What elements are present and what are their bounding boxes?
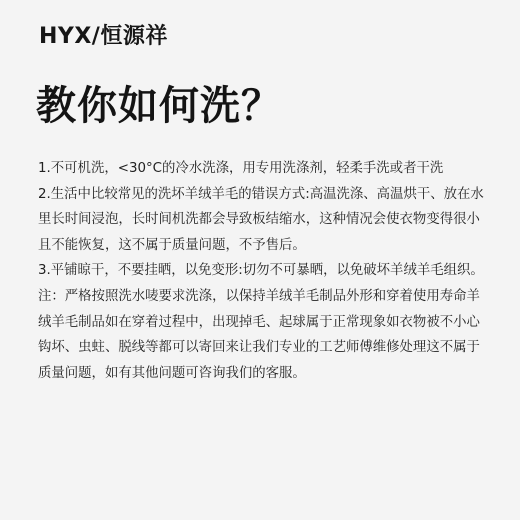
instruction-paragraph-3: 3.平铺晾干，不要挂晒，以免变形:切勿不可暴晒，以免破坏羊绒羊毛组织。 (38, 263, 484, 279)
page-title: 教你如何洗？ (36, 83, 282, 129)
instruction-paragraph-2: 2.生活中比较常见的洗坏羊绒羊毛的错误方式:高温洗涤、高温烘干、放在水里长时间浸泡，长时间机洗都会导致板结缩水，这种情况会使衣物变得很小且不能恢复，这不属于质量问题，不予售后。 (38, 186, 484, 253)
instruction-note: 注：严格按照洗水唛要求洗涤，以保持羊绒羊毛制品外形和穿着使用寿命羊绒羊毛制品如在穿着过程中，出现掉毛、起球属于正常现象如衣物被不小心钩坏、虫蛀、脱线等都可以寄回来让我们专业的工艺师傅维修处理这不属于质量问题，如有其他问题可咨询我们的客服。 (38, 288, 480, 381)
instruction-paragraph-1: 1.不可机洗，<30°C的冷水洗涤，用专用洗涤剂，轻柔手洗或者干洗 (38, 161, 444, 176)
instructions-body (38, 156, 488, 386)
brand-logo-text: HYX/恒源祥 (39, 24, 168, 49)
